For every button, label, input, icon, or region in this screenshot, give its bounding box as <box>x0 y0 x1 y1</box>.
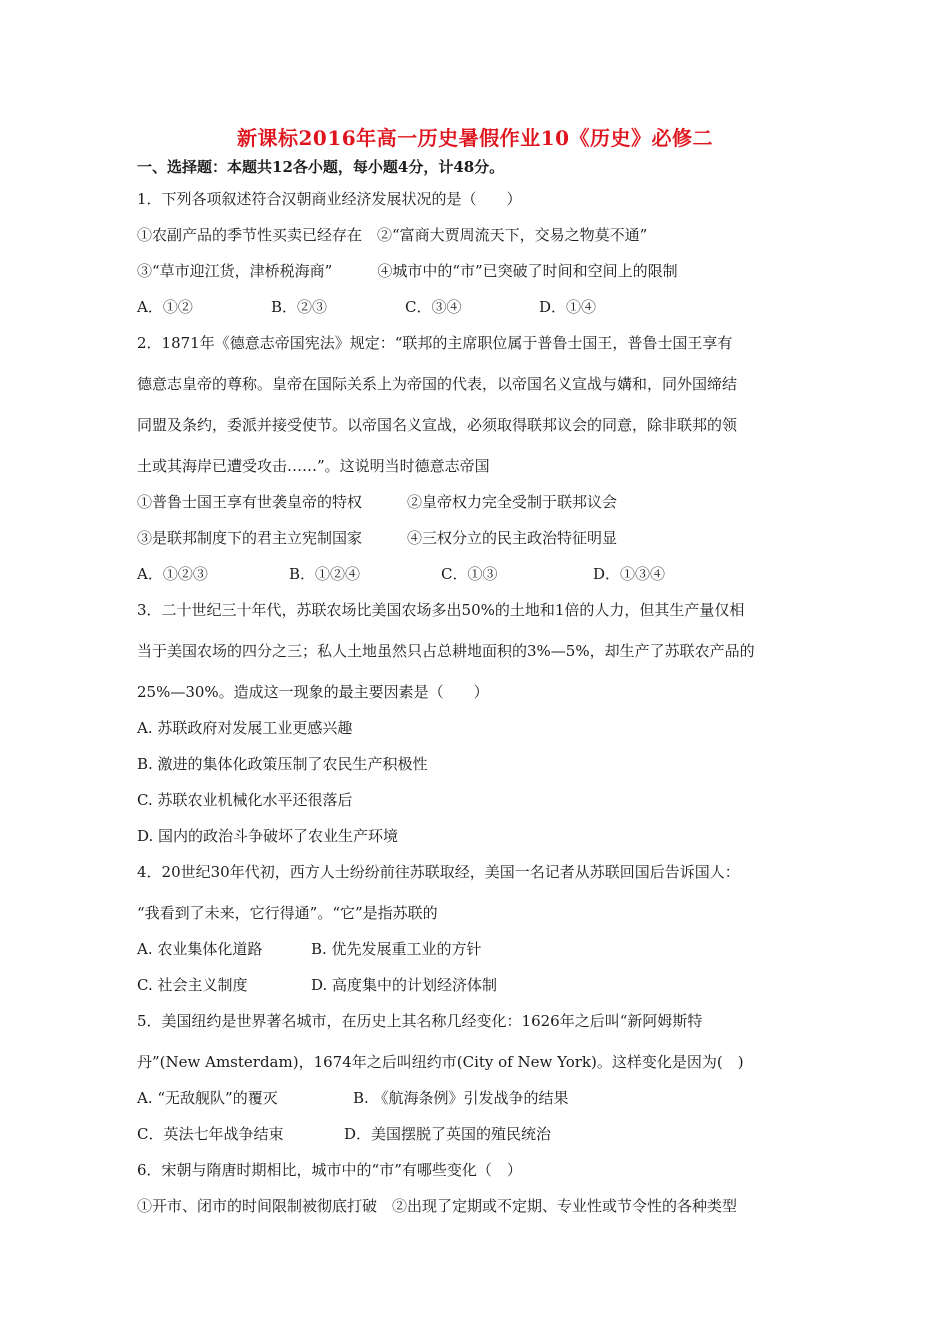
q4-option-c: C. 社会主义制度 <box>137 976 248 994</box>
q1-option-c: C．③④ <box>405 298 462 316</box>
q2-stem-line: 德意志皇帝的尊称。皇帝在国际关系上为帝国的代表，以帝国名义宣战与媾和，同外国缔结 <box>137 375 738 393</box>
q3-option-d: D. 国内的政治斗争破坏了农业生产环境 <box>137 827 399 845</box>
q5-options-row <box>137 1087 569 1109</box>
q1-stem: 1．下列各项叙述符合汉朝商业经济发展状况的是（ ） <box>137 190 522 208</box>
q2-options <box>137 563 665 585</box>
q2-option-b: B．①②④ <box>289 565 361 583</box>
q6-statement: ①开市、闭市的时间限制被彻底打破 ②出现了定期或不定期、专业性或节令性的各种类型 <box>137 1197 738 1215</box>
q4-options-row <box>137 938 482 960</box>
q5-option-b: B. 《航海条例》引发战争的结果 <box>353 1089 569 1107</box>
q2-option-a: A．①②③ <box>137 565 208 583</box>
q3-option-a: A. 苏联政府对发展工业更感兴趣 <box>137 719 353 737</box>
q3-stem-line: 3．二十世纪三十年代，苏联农场比美国农场多出50%的土地和1倍的人力，但其生产量仅相 <box>137 601 745 619</box>
q6-stem: 6．宋朝与隋唐时期相比，城市中的“市”有哪些变化（ ） <box>137 1161 522 1179</box>
q2-statement: ③是联邦制度下的君主立宪制国家 ④三权分立的民主政治特征明显 <box>137 529 618 547</box>
section-header: 一、选择题：本题共12各小题，每小题4分，计48分。 <box>137 158 505 176</box>
q3-option-c: C. 苏联农业机械化水平还很落后 <box>137 791 353 809</box>
q4-option-d: D. 高度集中的计划经济体制 <box>311 976 498 994</box>
q3-stem-line: 25%—30%。造成这一现象的最主要因素是（ ） <box>137 683 489 701</box>
q1-statement: ①农副产品的季节性买卖已经存在 ②“富商大贾周流天下，交易之物莫不通” <box>137 226 648 244</box>
q4-options-row <box>137 974 497 996</box>
q1-option-b: B．②③ <box>271 298 328 316</box>
q2-stem-line: 土或其海岸已遭受攻击……”。这说明当时德意志帝国 <box>137 457 490 475</box>
q5-option-c: C．英法七年战争结束 <box>137 1125 284 1143</box>
q2-option-c: C．①③ <box>441 565 498 583</box>
q4-stem-line: 4．20世纪30年代初，西方人士纷纷前往苏联取经，美国一名记者从苏联回国后告诉国人： <box>137 863 740 881</box>
q5-stem-line: 5．美国纽约是世界著名城市，在历史上其名称几经变化：1626年之后叫“新阿姆斯特 <box>137 1012 703 1030</box>
q1-statement: ③“草市迎江货，津桥税海商” ④城市中的“市”已突破了时间和空间上的限制 <box>137 262 678 280</box>
q2-stem-line: 同盟及条约，委派并接受使节。以帝国名义宣战，必须取得联邦议会的同意，除非联邦的领 <box>137 416 738 434</box>
q2-statement: ①普鲁士国王享有世袭皇帝的特权 ②皇帝权力完全受制于联邦议会 <box>137 493 618 511</box>
q5-option-d: D．美国摆脱了英国的殖民统治 <box>344 1125 552 1143</box>
q4-stem-line: “我看到了未来，它行得通”。“它”是指苏联的 <box>137 904 438 922</box>
q5-stem-line: 丹”(New Amsterdam)，1674年之后叫纽约市(City of New York)。这样变化是因为( ) <box>137 1053 744 1071</box>
q1-options <box>137 296 596 318</box>
q4-option-b: B. 优先发展重工业的方针 <box>311 940 482 958</box>
q1-option-d: D．①④ <box>539 298 597 316</box>
document-title: 新课标2016年高一历史暑假作业10《历史》必修二 <box>237 126 713 150</box>
q5-options-row <box>137 1123 551 1145</box>
q4-option-a: A. 农业集体化道路 <box>137 940 263 958</box>
q5-option-a: A. “无敌舰队”的覆灭 <box>137 1089 278 1107</box>
q1-option-a: A．①② <box>137 298 193 316</box>
q2-stem-line: 2．1871年《德意志帝国宪法》规定：“联邦的主席职位属于普鲁士国王，普鲁士国王享有 <box>137 334 733 352</box>
q3-stem-line: 当于美国农场的四分之三；私人土地虽然只占总耕地面积的3%—5%，却生产了苏联农产品的 <box>137 642 755 660</box>
q3-option-b: B. 激进的集体化政策压制了农民生产积极性 <box>137 755 428 773</box>
q2-option-d: D．①③④ <box>593 565 666 583</box>
